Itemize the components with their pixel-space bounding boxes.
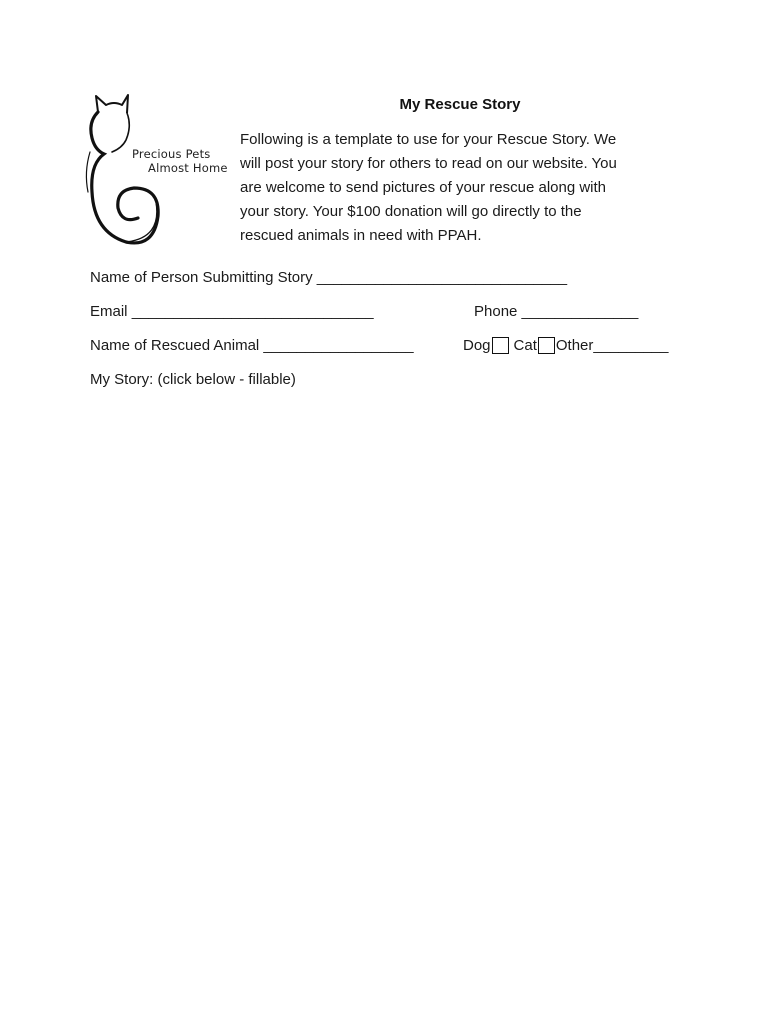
- email-label: Email: [90, 303, 128, 320]
- intro-line: rescued animals in need with PPAH.: [240, 227, 482, 244]
- story-text-area[interactable]: [90, 398, 690, 958]
- phone-field[interactable]: ______________: [521, 303, 639, 320]
- email-field[interactable]: _____________________________: [131, 303, 374, 320]
- logo-text-line1: Precious Pets: [132, 147, 211, 161]
- phone-group: [474, 303, 638, 320]
- animal-label: Name of Rescued Animal: [90, 337, 260, 354]
- cat-checkbox[interactable]: [538, 337, 555, 354]
- other-label: Other: [555, 337, 594, 354]
- precious-pets-logo: [82, 92, 232, 247]
- animal-type-group: [463, 337, 668, 354]
- email-row: [90, 303, 374, 320]
- intro-line: are welcome to send pictures of your rescue along with: [240, 179, 607, 196]
- intro-line: Following is a template to use for your Rescue Story. We: [240, 131, 617, 148]
- intro-line: your story. Your $100 donation will go directly to the: [240, 203, 582, 220]
- cat-label: Cat: [513, 337, 537, 354]
- dog-label: Dog: [463, 337, 491, 354]
- other-field[interactable]: _________: [593, 337, 669, 354]
- submitter-label: Name of Person Submitting Story: [90, 269, 313, 286]
- intro-line: will post your story for others to read on our website. You: [240, 155, 617, 172]
- animal-name-field[interactable]: __________________: [263, 337, 414, 354]
- intro-paragraph: [240, 128, 680, 248]
- logo-text-line2: Almost Home: [148, 161, 228, 175]
- submitter-row: [90, 269, 567, 286]
- document-title: My Rescue Story: [399, 96, 521, 113]
- story-label: My Story: (click below - fillable): [90, 371, 296, 388]
- dog-checkbox[interactable]: [492, 337, 509, 354]
- submitter-field[interactable]: ______________________________: [316, 269, 568, 286]
- animal-row: [90, 337, 414, 354]
- phone-label: Phone: [474, 303, 518, 320]
